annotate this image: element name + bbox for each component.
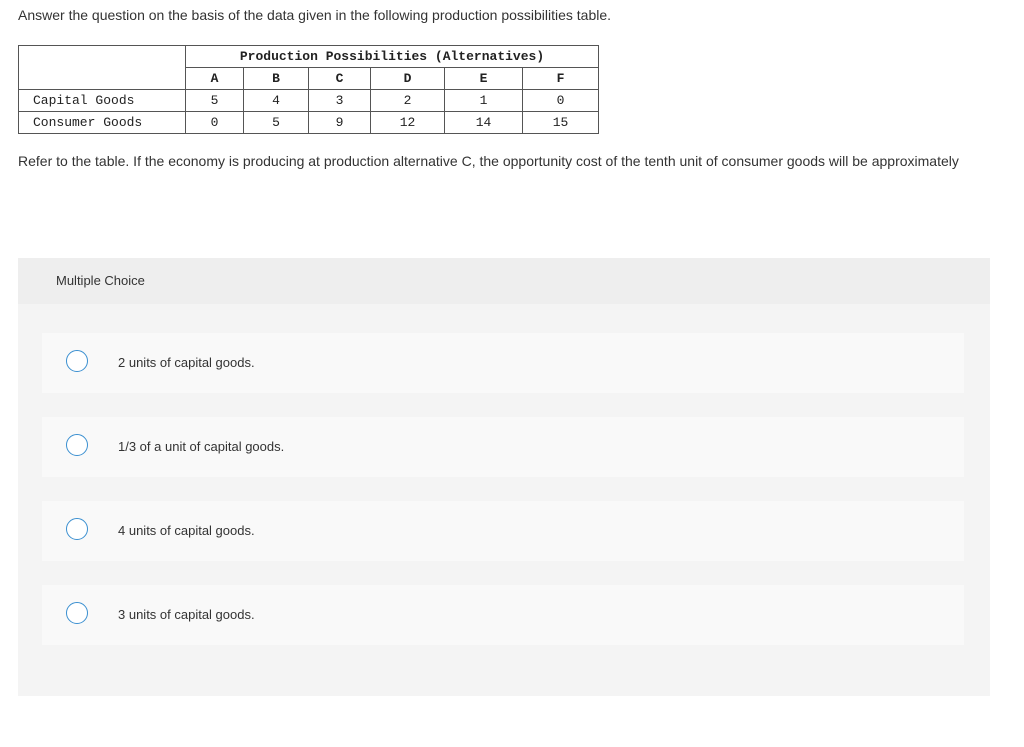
multiple-choice-label: Multiple Choice <box>56 273 145 288</box>
table-cell: 9 <box>309 112 371 134</box>
table-cell: 15 <box>523 112 599 134</box>
table-cell: 5 <box>244 112 309 134</box>
column-header: E <box>445 68 523 90</box>
table-cell: 0 <box>523 90 599 112</box>
choice-label: 3 units of capital goods. <box>118 607 255 622</box>
radio-button[interactable] <box>66 350 88 372</box>
multiple-choice-header <box>18 258 990 304</box>
choice-option-3[interactable] <box>42 501 964 561</box>
column-header: F <box>523 68 599 90</box>
table-cell: 4 <box>244 90 309 112</box>
radio-button[interactable] <box>66 518 88 540</box>
column-header: D <box>371 68 445 90</box>
row-label: Consumer Goods <box>19 112 186 134</box>
table-title: Production Possibilities (Alternatives) <box>186 46 599 68</box>
table-corner-cell <box>19 46 186 90</box>
row-label: Capital Goods <box>19 90 186 112</box>
table-cell: 2 <box>371 90 445 112</box>
table-cell: 3 <box>309 90 371 112</box>
table-cell: 14 <box>445 112 523 134</box>
radio-button[interactable] <box>66 434 88 456</box>
choice-option-4[interactable] <box>42 585 964 645</box>
choice-option-1[interactable] <box>42 333 964 393</box>
table-cell: 5 <box>186 90 244 112</box>
choice-label: 1/3 of a unit of capital goods. <box>118 439 285 454</box>
table-row <box>19 112 599 134</box>
table-row <box>19 90 599 112</box>
question-text: Refer to the table. If the economy is producing at production alternative C, the opportunity cost of the tenth unit of consumer goods will be approximately <box>18 153 959 169</box>
table-cell: 0 <box>186 112 244 134</box>
column-header: A <box>186 68 244 90</box>
multiple-choice-panel <box>18 258 990 696</box>
choice-label: 2 units of capital goods. <box>118 355 255 370</box>
production-possibilities-table <box>18 45 599 134</box>
column-header: B <box>244 68 309 90</box>
radio-button[interactable] <box>66 602 88 624</box>
question-intro: Answer the question on the basis of the data given in the following production possibilities table. <box>18 7 612 23</box>
table-cell: 12 <box>371 112 445 134</box>
choice-label: 4 units of capital goods. <box>118 523 255 538</box>
column-header: C <box>309 68 371 90</box>
choice-option-2[interactable] <box>42 417 964 477</box>
table-cell: 1 <box>445 90 523 112</box>
